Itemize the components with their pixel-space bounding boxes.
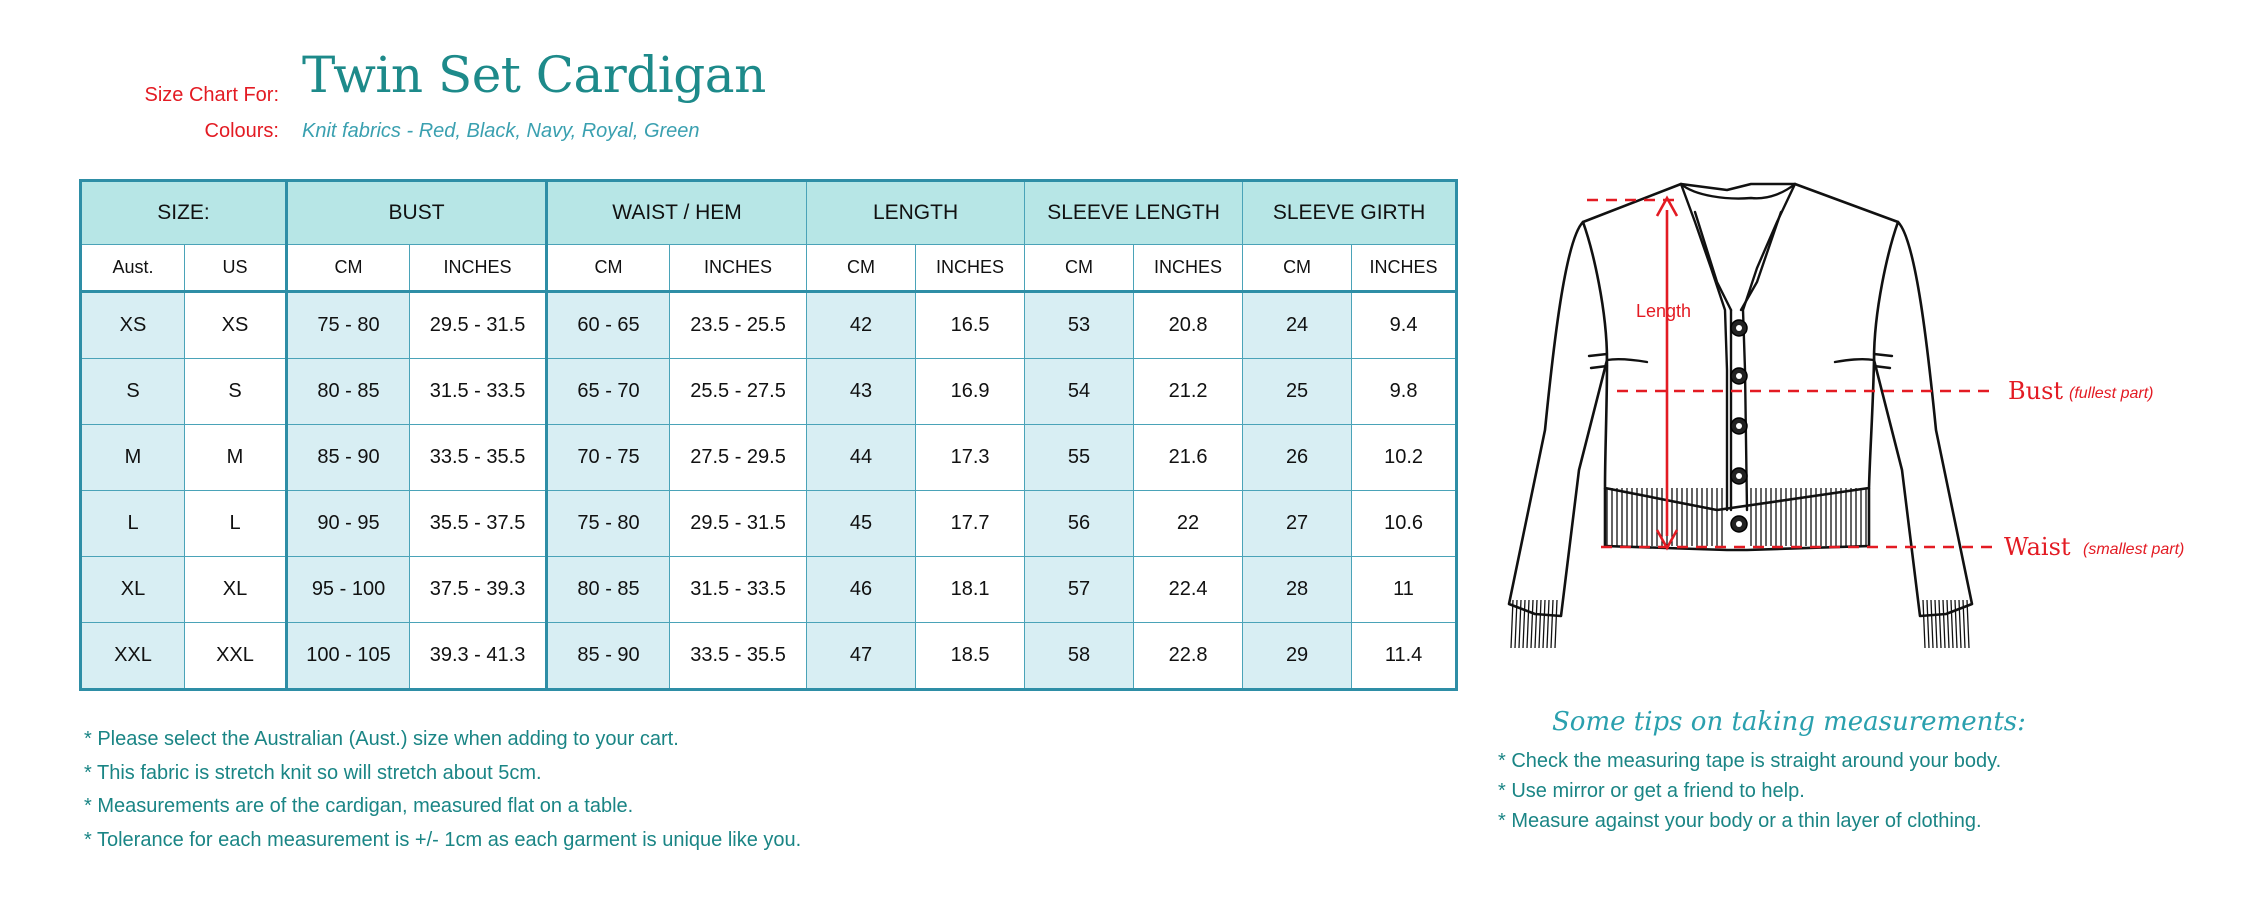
table-cell: 9.4	[1352, 292, 1457, 359]
table-cell: XL	[81, 557, 185, 623]
table-row	[81, 623, 1457, 690]
table-cell: 18.1	[916, 557, 1025, 623]
table-cell: 18.5	[916, 623, 1025, 690]
group-header-sleeve-length: SLEEVE LENGTH	[1025, 181, 1243, 245]
column-header-inches: INCHES	[1134, 245, 1243, 292]
waist-note: (smallest part)	[2083, 541, 2185, 558]
table-cell: S	[81, 359, 185, 425]
tip-item: * Use mirror or get a friend to help.	[1498, 780, 1805, 802]
table-cell: 58	[1025, 623, 1134, 690]
column-header-cm: CM	[1025, 245, 1134, 292]
table-cell: 53	[1025, 292, 1134, 359]
button-hole	[1736, 473, 1742, 479]
table-cell: 75 - 80	[287, 292, 410, 359]
group-header-bust: BUST	[287, 181, 547, 245]
column-header-inches: INCHES	[1352, 245, 1457, 292]
column-header-aust: Aust.	[81, 245, 185, 292]
table-row	[81, 292, 1457, 359]
size-chart-for-label: Size Chart For:	[144, 84, 279, 106]
table-cell: 10.6	[1352, 491, 1457, 557]
bust-note: (fullest part)	[2069, 385, 2154, 402]
table-cell: 45	[807, 491, 916, 557]
tips-list	[1498, 746, 2001, 836]
table-cell: 35.5 - 37.5	[410, 491, 547, 557]
table-cell: 100 - 105	[287, 623, 410, 690]
table-cell: 85 - 90	[547, 623, 670, 690]
notes-list	[84, 723, 801, 857]
table-cell: 20.8	[1134, 292, 1243, 359]
table-cell: 24	[1243, 292, 1352, 359]
right-sleeve	[1874, 222, 1972, 616]
table-cell: 85 - 90	[287, 425, 410, 491]
table-cell: XXL	[81, 623, 185, 690]
note-item: * Please select the Australian (Aust.) size when adding to your cart.	[84, 728, 679, 750]
waist-label: Waist	[2004, 533, 2071, 561]
table-cell: 70 - 75	[547, 425, 670, 491]
table-cell: 27	[1243, 491, 1352, 557]
table-cell: 23.5 - 25.5	[670, 292, 807, 359]
table-cell: 22.4	[1134, 557, 1243, 623]
table-cell: 37.5 - 39.3	[410, 557, 547, 623]
table-cell: 56	[1025, 491, 1134, 557]
rib-line	[1511, 600, 1513, 648]
rib-line	[1967, 600, 1969, 648]
table-cell: 43	[807, 359, 916, 425]
table-row	[81, 491, 1457, 557]
tip-item: * Measure against your body or a thin layer of clothing.	[1498, 810, 1982, 832]
table-cell: 65 - 70	[547, 359, 670, 425]
table-cell: XS	[185, 292, 287, 359]
table-cell: 31.5 - 33.5	[410, 359, 547, 425]
table-cell: 80 - 85	[547, 557, 670, 623]
table-cell: 11.4	[1352, 623, 1457, 690]
group-header-waist: WAIST / HEM	[547, 181, 807, 245]
table-cell: 17.3	[916, 425, 1025, 491]
table-cell: 26	[1243, 425, 1352, 491]
table-cell: 22.8	[1134, 623, 1243, 690]
table-cell: 17.7	[916, 491, 1025, 557]
table-cell: 21.6	[1134, 425, 1243, 491]
table-cell: 25.5 - 27.5	[670, 359, 807, 425]
table-cell: 21.2	[1134, 359, 1243, 425]
table-cell: 57	[1025, 557, 1134, 623]
tip-item: * Check the measuring tape is straight around your body.	[1498, 750, 2002, 772]
table-cell: 60 - 65	[547, 292, 670, 359]
button-hole	[1736, 373, 1742, 379]
bust-label: Bust	[2008, 377, 2064, 405]
table-cell: 90 - 95	[287, 491, 410, 557]
column-header-cm: CM	[287, 245, 410, 292]
table-cell: 55	[1025, 425, 1134, 491]
length-label: Length	[1636, 301, 1692, 321]
table-cell: 54	[1025, 359, 1134, 425]
column-header-inches: INCHES	[916, 245, 1025, 292]
button-hole	[1736, 423, 1742, 429]
table-cell: 22	[1134, 491, 1243, 557]
column-header-cm: CM	[807, 245, 916, 292]
table-row	[81, 359, 1457, 425]
table-cell: XXL	[185, 623, 287, 690]
table-cell: XL	[185, 557, 287, 623]
group-header-sleeve-girth: SLEEVE GIRTH	[1243, 181, 1457, 245]
table-cell: 80 - 85	[287, 359, 410, 425]
table-cell: 9.8	[1352, 359, 1457, 425]
column-header-inches: INCHES	[410, 245, 547, 292]
note-item: * Measurements are of the cardigan, measured flat on a table.	[84, 795, 634, 817]
table-cell: 47	[807, 623, 916, 690]
cardigan-body	[1583, 184, 1898, 510]
table-cell: M	[81, 425, 185, 491]
table-cell: 75 - 80	[547, 491, 670, 557]
table-cell: 29.5 - 31.5	[410, 292, 547, 359]
product-title: Twin Set Cardigan	[302, 46, 766, 104]
table-cell: 42	[807, 292, 916, 359]
table-cell: L	[185, 491, 287, 557]
table-cell: 16.5	[916, 292, 1025, 359]
table-cell: 33.5 - 35.5	[670, 623, 807, 690]
table-cell: XS	[81, 292, 185, 359]
table-row	[81, 425, 1457, 491]
table-cell: 95 - 100	[287, 557, 410, 623]
table-row	[81, 557, 1457, 623]
size-chart-table	[79, 179, 1458, 691]
tips-title: Some tips on taking measurements:	[1552, 707, 2026, 737]
left-sleeve	[1509, 222, 1607, 616]
button-hole	[1736, 521, 1742, 527]
table-cell: 44	[807, 425, 916, 491]
table-cell: 39.3 - 41.3	[410, 623, 547, 690]
column-header-cm: CM	[1243, 245, 1352, 292]
table-cell: M	[185, 425, 287, 491]
column-header-inches: INCHES	[670, 245, 807, 292]
table-cell: 28	[1243, 557, 1352, 623]
table-cell: 11	[1352, 557, 1457, 623]
table-cell: 33.5 - 35.5	[410, 425, 547, 491]
table-cell: 31.5 - 33.5	[670, 557, 807, 623]
cardigan-diagram	[1495, 170, 2235, 670]
note-item: * This fabric is stretch knit so will stretch about 5cm.	[84, 761, 542, 784]
table-cell: 25	[1243, 359, 1352, 425]
group-header-size: SIZE:	[81, 181, 287, 245]
button-hole	[1736, 325, 1742, 331]
group-header-length: LENGTH	[807, 181, 1025, 245]
table-cell: S	[185, 359, 287, 425]
column-header-cm: CM	[547, 245, 670, 292]
table-cell: 10.2	[1352, 425, 1457, 491]
table-cell: 29.5 - 31.5	[670, 491, 807, 557]
table-cell: 16.9	[916, 359, 1025, 425]
table-cell: 29	[1243, 623, 1352, 690]
colours-value: Knit fabrics - Red, Black, Navy, Royal, Green	[302, 120, 700, 142]
table-cell: 27.5 - 29.5	[670, 425, 807, 491]
note-item: * Tolerance for each measurement is +/- 1cm as each garment is unique like you.	[84, 828, 802, 851]
table-cell: L	[81, 491, 185, 557]
column-header-us: US	[185, 245, 287, 292]
table-cell: 46	[807, 557, 916, 623]
colours-label: Colours:	[204, 120, 279, 142]
